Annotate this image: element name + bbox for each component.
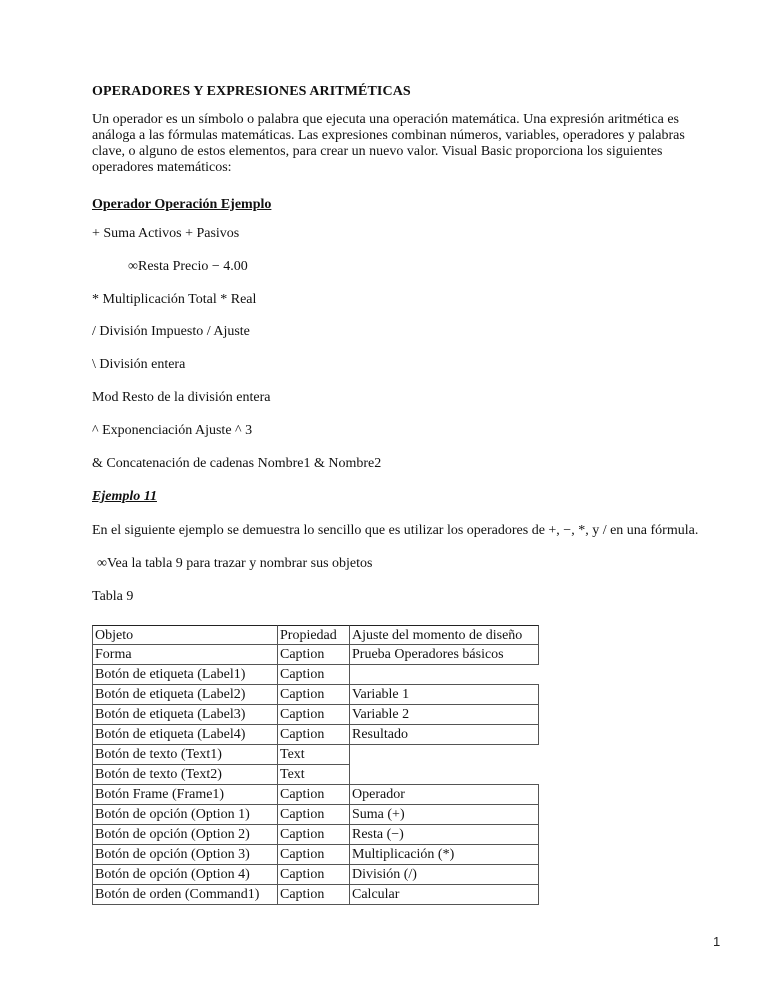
table-row: [92, 825, 539, 845]
table-cell: Botón de etiqueta (Label3): [92, 705, 277, 725]
table-header-cell: Objeto: [92, 625, 277, 645]
table-cell: Caption: [277, 885, 349, 905]
table-cell: División (/): [349, 865, 539, 885]
operator-line-division: / División Impuesto / Ajuste: [92, 324, 250, 339]
table-cell: Botón de opción (Option 3): [92, 845, 277, 865]
table-cell: Operador: [349, 784, 539, 805]
table-caption: Tabla 9: [92, 589, 134, 604]
table-cell: Caption: [277, 785, 349, 805]
table-cell: Caption: [277, 725, 349, 745]
table-header-row: [92, 625, 539, 645]
table-cell: Botón Frame (Frame1): [92, 785, 277, 805]
table-cell: Caption: [277, 845, 349, 865]
table-cell: Botón de texto (Text2): [92, 765, 277, 785]
table-cell: Botón de etiqueta (Label4): [92, 725, 277, 745]
table-cell: Forma: [92, 645, 277, 665]
table-row: [92, 665, 539, 685]
page-number: 1: [713, 934, 721, 949]
table-cell: Botón de etiqueta (Label1): [92, 665, 277, 685]
table-cell: Text: [277, 745, 349, 765]
table-cell: Botón de orden (Command1): [92, 885, 277, 905]
table-cell: Botón de texto (Text1): [92, 745, 277, 765]
table-row: [92, 645, 539, 665]
table-row: [92, 765, 539, 785]
table-cell: Caption: [277, 665, 349, 685]
table-row: [92, 725, 539, 745]
operator-line-concatenacion: & Concatenación de cadenas Nombre1 & Nombre2: [92, 456, 382, 471]
bullet-text: ∞Vea la tabla 9 para trazar y nombrar sus objetos: [97, 556, 373, 571]
table-cell: Botón de opción (Option 4): [92, 865, 277, 885]
table-row: [92, 865, 539, 885]
table-cell: Prueba Operadores básicos: [349, 645, 539, 665]
table-cell: Suma (+): [349, 805, 539, 825]
example-heading: Ejemplo 11: [92, 489, 157, 504]
table-cell: Botón de opción (Option 2): [92, 825, 277, 845]
table-cell: Caption: [277, 645, 349, 665]
table-cell: [349, 765, 539, 785]
intro-paragraph: Un operador es un símbolo o palabra que ejecuta una operación matemática. Una expresión aritmética es análoga a las fórmulas matemáticas. Las expresiones combinan números, variables, operadores y palabras clave, o alguno de estos elementos, para crear un nuevo valor. Visual Basic proporciona los siguientes operadores matemáticos:: [92, 112, 685, 175]
table-cell: Resta (−): [349, 825, 539, 845]
table-cell: Botón de etiqueta (Label2): [92, 685, 277, 705]
operator-line-mod: Mod Resto de la división entera: [92, 390, 271, 405]
table-row: [92, 845, 539, 865]
objects-table: [92, 625, 539, 905]
table-cell: [349, 665, 539, 685]
table-cell: Variable 1: [349, 684, 539, 705]
table-header-cell: Propiedad: [277, 625, 349, 645]
table-row: [92, 805, 539, 825]
table-row: [92, 745, 539, 765]
table-header-cell: Ajuste del momento de diseño: [349, 625, 539, 645]
operator-line-multiplicacion: * Multiplicación Total * Real: [92, 292, 257, 307]
table-cell: Variable 2: [349, 705, 539, 725]
operators-header: Operador Operación Ejemplo: [92, 197, 272, 212]
table-row: [92, 705, 539, 725]
table-row: [92, 685, 539, 705]
table-cell: Botón de opción (Option 1): [92, 805, 277, 825]
operator-line-suma: + Suma Activos + Pasivos: [92, 226, 240, 241]
table-cell: Text: [277, 765, 349, 785]
table-cell: Caption: [277, 865, 349, 885]
operator-line-resta: ∞Resta Precio − 4.00: [128, 259, 248, 274]
table-cell: [349, 745, 539, 765]
example-text: En el siguiente ejemplo se demuestra lo sencillo que es utilizar los operadores de +, −, *, y / en una fórmula.: [92, 523, 699, 538]
table-cell: Calcular: [349, 885, 539, 905]
table-cell: Resultado: [349, 725, 539, 745]
operator-line-exponenciacion: ^ Exponenciación Ajuste ^ 3: [92, 423, 253, 438]
table-cell: Caption: [277, 705, 349, 725]
table-row: [92, 885, 539, 905]
table-row: [92, 785, 539, 805]
page-title: OPERADORES Y EXPRESIONES ARITMÉTICAS: [92, 84, 411, 99]
operator-line-division-entera: \ División entera: [92, 357, 186, 372]
table-cell: Caption: [277, 685, 349, 705]
table-cell: Multiplicación (*): [349, 845, 539, 865]
table-cell: Caption: [277, 825, 349, 845]
table-cell: Caption: [277, 805, 349, 825]
